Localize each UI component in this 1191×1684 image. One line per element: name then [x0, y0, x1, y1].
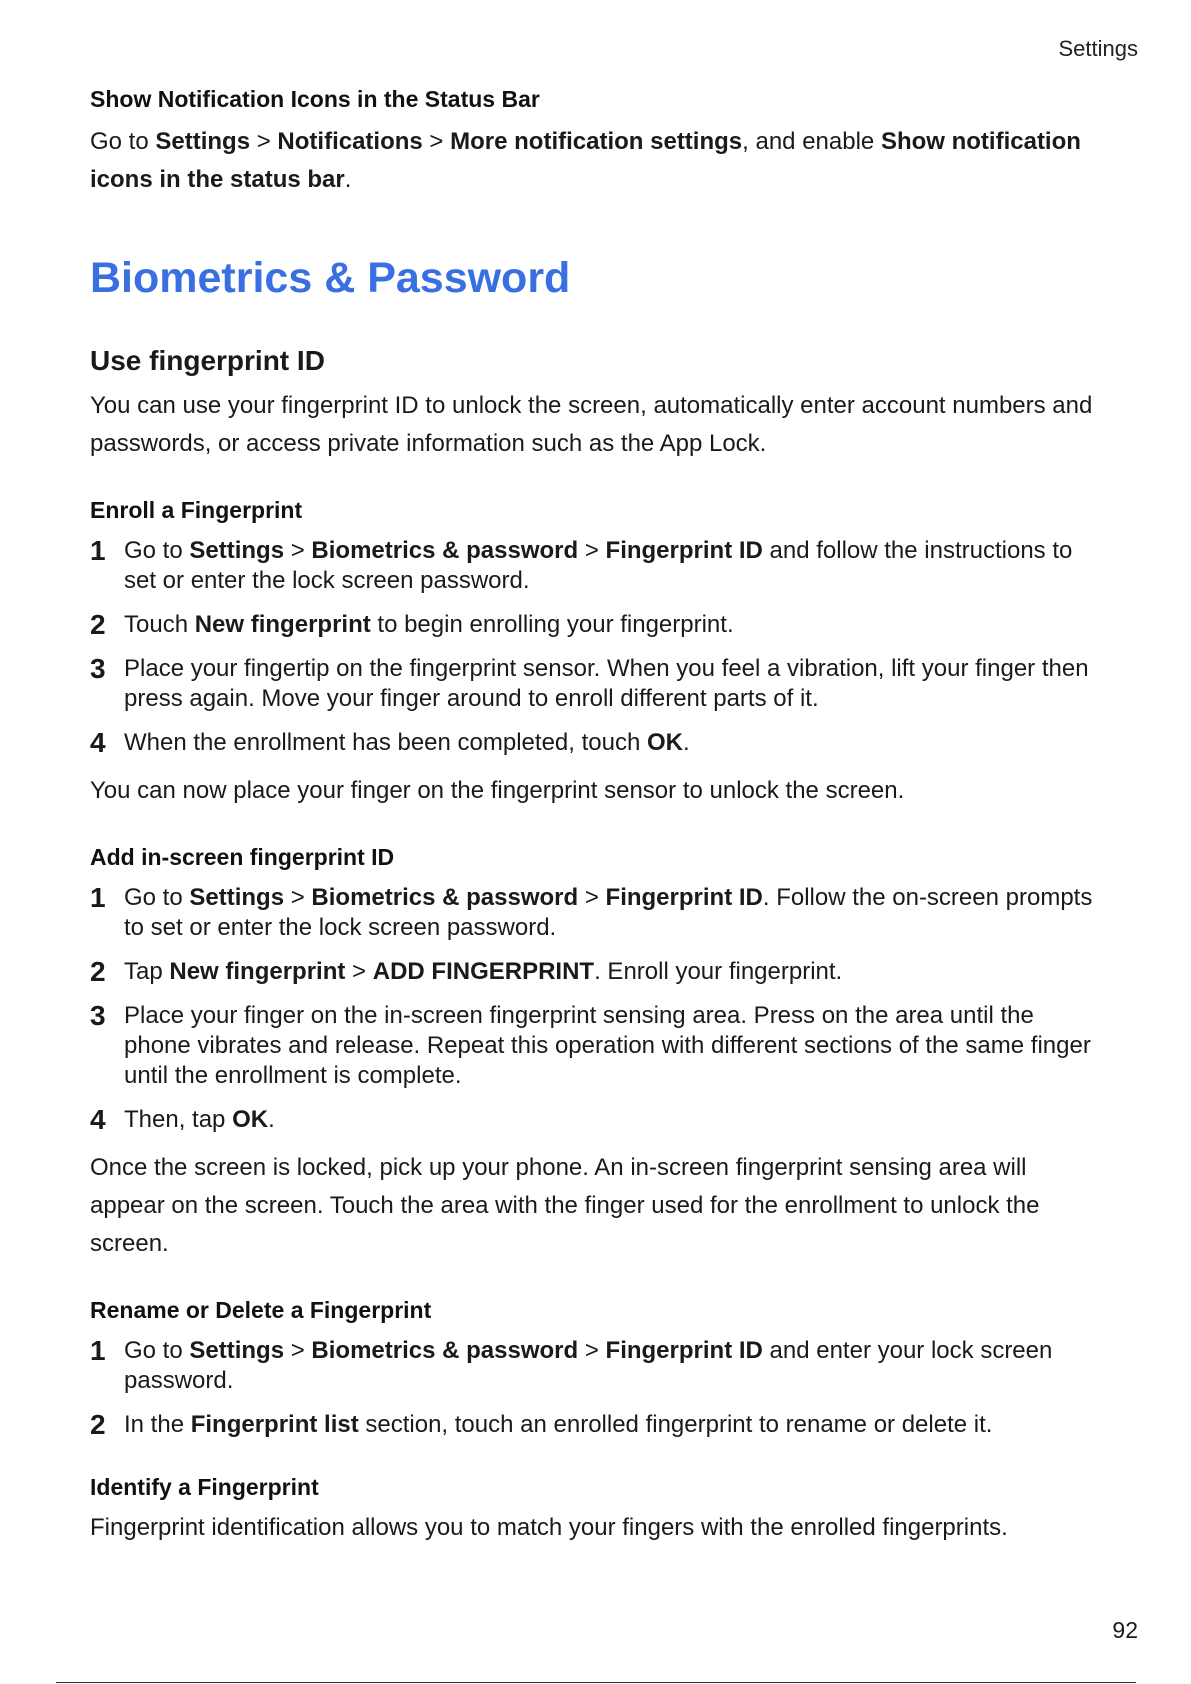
step-number: 1	[90, 535, 106, 566]
enroll-section	[90, 497, 1105, 810]
step-number: 1	[90, 882, 106, 913]
step-number: 3	[90, 1000, 106, 1031]
list-item: 3 Place your finger on the in-screen fingerprint sensing area. Press on the area until the phone vibrates and release. Repeat this operation with different sections of the same finger until the enrollment is complete.	[90, 1000, 1091, 1089]
list-item: 1 Go to Settings > Biometrics & password > Fingerprint ID and enter your lock screen password.	[90, 1335, 1053, 1394]
list-item: 2 In the Fingerprint list section, touch an enrolled fingerprint to rename or delete it.	[90, 1409, 993, 1440]
identify-heading: Identify a Fingerprint	[90, 1474, 319, 1500]
footer-divider	[56, 1682, 1136, 1683]
enroll-heading: Enroll a Fingerprint	[90, 497, 303, 523]
list-item: 2 Touch New fingerprint to begin enrolling your fingerprint.	[90, 609, 734, 640]
list-item: 3 Place your fingertip on the fingerprint sensor. When you feel a vibration, lift your finger then press again. Move your finger around to enroll different parts of it.	[90, 653, 1089, 712]
rename-steps	[90, 1336, 1105, 1440]
rename-heading: Rename or Delete a Fingerprint	[90, 1297, 432, 1323]
step-number: 4	[90, 1104, 106, 1135]
step-number: 2	[90, 956, 106, 987]
enroll-result: You can now place your finger on the fingerprint sensor to unlock the screen.	[90, 777, 905, 804]
identify-section	[90, 1474, 1105, 1547]
step-number: 2	[90, 1409, 106, 1440]
step-number: 2	[90, 609, 106, 640]
fingerprint-intro: You can use your fingerprint ID to unlock the screen, automatically enter account numbers and passwords, or access private information such as the App Lock.	[90, 392, 1093, 457]
list-item: 2 Tap New fingerprint > ADD FINGERPRINT. Enroll your fingerprint.	[90, 956, 843, 987]
in-screen-heading: Add in-screen fingerprint ID	[90, 844, 395, 870]
step-number: 1	[90, 1335, 106, 1366]
notification-icons-heading: Show Notification Icons in the Status Bar	[90, 86, 540, 112]
in-screen-steps	[90, 883, 1105, 1135]
notification-icons-instructions: Go to Settings > Notifications > More notification settings, and enable Show notification icons in the status bar.	[90, 128, 1081, 193]
running-header: Settings	[1058, 36, 1138, 61]
in-screen-section	[90, 844, 1105, 1263]
identify-text: Fingerprint identification allows you to match your fingers with the enrolled fingerprints.	[90, 1514, 1008, 1541]
list-item: 4 Then, tap OK.	[90, 1104, 275, 1135]
fingerprint-heading: Use fingerprint ID	[90, 345, 325, 376]
list-item: 4 When the enrollment has been completed, touch OK.	[90, 727, 690, 758]
enroll-steps	[90, 536, 1105, 758]
step-number: 4	[90, 727, 106, 758]
page-number: 92	[1112, 1617, 1138, 1643]
rename-section	[90, 1297, 1105, 1440]
step-number: 3	[90, 653, 106, 684]
list-item: 1 Go to Settings > Biometrics & password > Fingerprint ID and follow the instructions to set or enter the lock screen password.	[90, 535, 1073, 594]
list-item: 1 Go to Settings > Biometrics & password > Fingerprint ID. Follow the on-screen prompts to set or enter the lock screen password.	[90, 882, 1093, 941]
page-title: Biometrics & Password	[90, 254, 571, 302]
page-content	[90, 86, 1105, 1547]
in-screen-result: Once the screen is locked, pick up your phone. An in-screen fingerprint sensing area will appear on the screen. Touch the area with the finger used for the enrollment to unlock the screen.	[90, 1154, 1040, 1257]
